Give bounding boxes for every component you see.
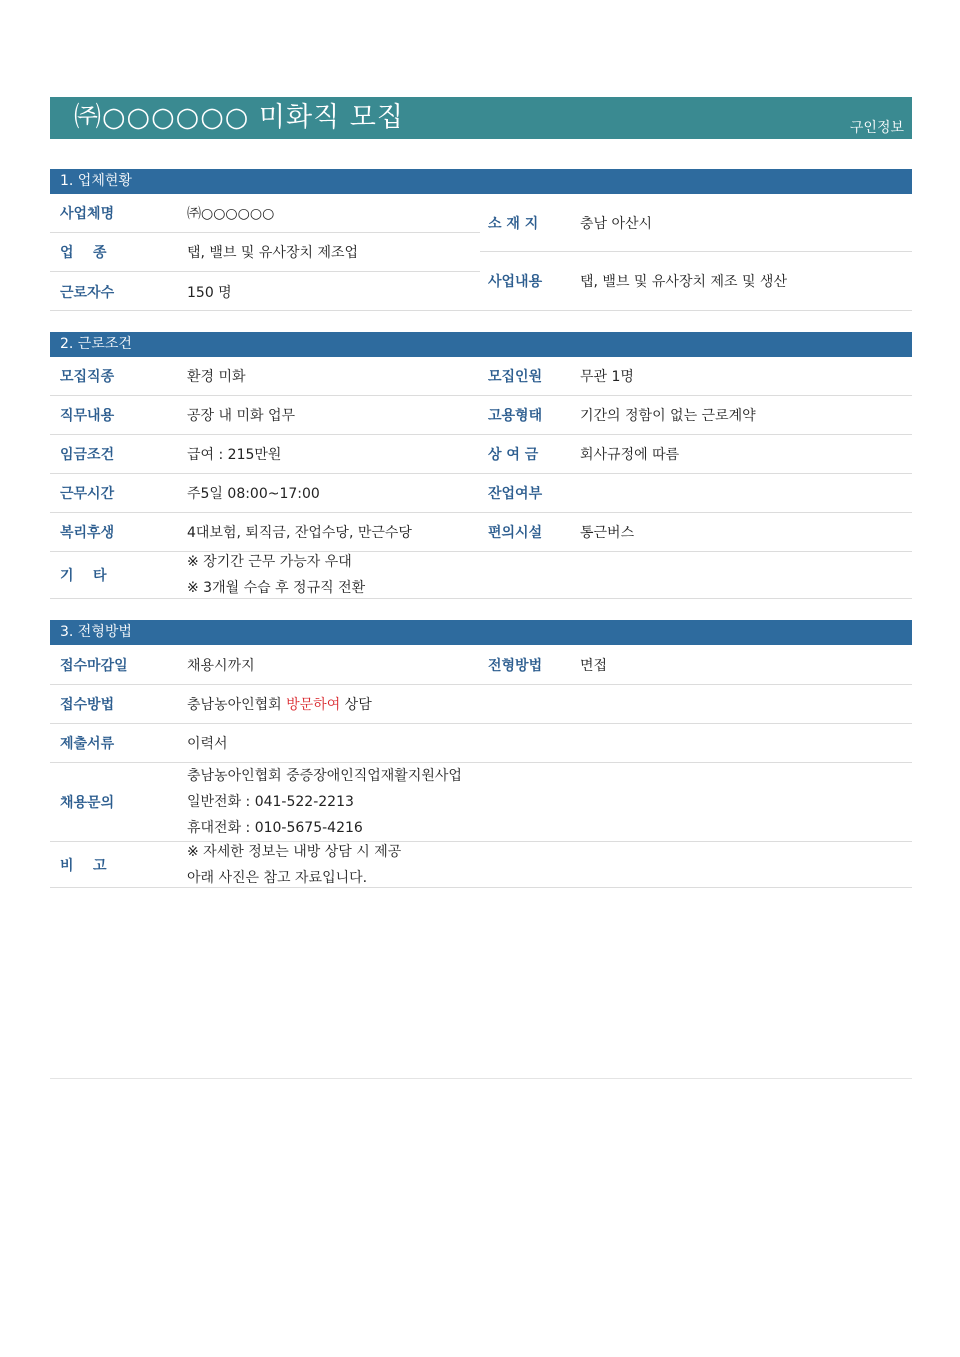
company-name-value: ㈜○○○○○○ (187, 206, 275, 222)
location-value: 충남 아산시 (580, 215, 653, 232)
photo-area (50, 888, 912, 1079)
note-label: 비 고 (60, 857, 107, 874)
location-row (480, 194, 912, 252)
apply-value-post: 상담 (340, 697, 372, 713)
contact-row (50, 763, 912, 842)
deadline-label: 접수마감일 (60, 657, 128, 674)
job-type-label: 모집직종 (60, 369, 115, 385)
workers-row (50, 272, 480, 311)
method-label: 전형방법 (488, 657, 543, 674)
wage-value: 급여 : 215만원 (187, 447, 282, 463)
company-name-row (50, 194, 480, 233)
docs-row (50, 724, 912, 763)
docs-label: 제출서류 (60, 736, 115, 752)
industry-row (50, 233, 480, 272)
note-row (50, 842, 912, 888)
welfare-value: 4대보험, 퇴직금, 잔업수당, 만근수당 (187, 525, 412, 541)
overtime-label: 잔업여부 (488, 486, 543, 502)
welfare-label: 복리후생 (60, 525, 115, 541)
company-table (50, 194, 912, 311)
deadline-row (50, 645, 912, 685)
etc-line-1: ※ 장기간 근무 가능자 우대 (187, 554, 352, 570)
contact-line-3: 휴대전화 : 010-5675-4216 (187, 820, 363, 836)
job-type-row (50, 357, 912, 396)
duties-label: 직무내용 (60, 408, 115, 424)
apply-row (50, 685, 912, 724)
note-line-1: ※ 자세한 정보는 내방 상담 시 제공 (187, 843, 402, 860)
bonus-label: 상 여 금 (488, 447, 539, 463)
location-label: 소 재 지 (488, 215, 539, 232)
apply-label: 접수방법 (60, 697, 115, 713)
etc-row (50, 552, 912, 599)
etc-line-2: ※ 3개월 수습 후 정규직 전환 (187, 580, 366, 596)
duties-row (50, 396, 912, 435)
business-label: 사업내용 (488, 274, 543, 290)
employment-value: 기간의 정함이 없는 근로계약 (580, 408, 756, 424)
welfare-row (50, 513, 912, 552)
hours-row (50, 474, 912, 513)
business-value: 탭, 밸브 및 유사장치 제조 및 생산 (580, 274, 787, 290)
industry-value: 탭, 밸브 및 유사장치 제조업 (187, 245, 359, 261)
section-selection-header: 3. 전형방법 (50, 620, 912, 645)
job-type-value: 환경 미화 (187, 369, 246, 385)
page-title: ㈜○○○○○○ 미화직 모집 (74, 102, 404, 133)
hours-label: 근무시간 (60, 486, 115, 502)
title-banner (50, 97, 912, 139)
apply-value-highlight: 방문하여 (286, 697, 341, 713)
workers-value: 150 명 (187, 284, 232, 301)
business-row (480, 252, 912, 310)
note-line-2: 아래 사진은 참고 자료입니다. (187, 869, 368, 886)
section-conditions-header: 2. 근로조건 (50, 332, 912, 357)
bonus-value: 회사규정에 따름 (580, 447, 680, 463)
headcount-value: 무관 1명 (580, 369, 634, 385)
method-value: 면접 (580, 657, 608, 674)
employment-label: 고용형태 (488, 408, 543, 424)
contact-line-1: 충남농아인협회 중증장애인직업재활지원사업 (187, 768, 462, 784)
apply-value-pre: 충남농아인협회 (187, 697, 287, 713)
industry-label: 업 종 (60, 245, 107, 261)
category-tag: 구인정보 (849, 120, 904, 136)
duties-value: 공장 내 미화 업무 (187, 408, 296, 424)
hours-value: 주5일 08:00~17:00 (187, 486, 320, 502)
wage-row (50, 435, 912, 474)
facilities-label: 편의시설 (488, 525, 543, 541)
headcount-label: 모집인원 (488, 369, 543, 385)
deadline-value: 채용시까지 (187, 657, 255, 674)
section-company-header: 1. 업체현황 (50, 169, 912, 194)
company-name-label: 사업체명 (60, 206, 115, 222)
workers-label: 근로자수 (60, 284, 115, 301)
facilities-value: 통근버스 (580, 525, 635, 541)
job-posting (50, 97, 912, 1079)
etc-label: 기 타 (60, 568, 107, 584)
contact-label: 채용문의 (60, 795, 115, 811)
contact-line-2: 일반전화 : 041-522-2213 (187, 794, 354, 810)
wage-label: 임금조건 (60, 447, 115, 463)
docs-value: 이력서 (187, 736, 228, 752)
